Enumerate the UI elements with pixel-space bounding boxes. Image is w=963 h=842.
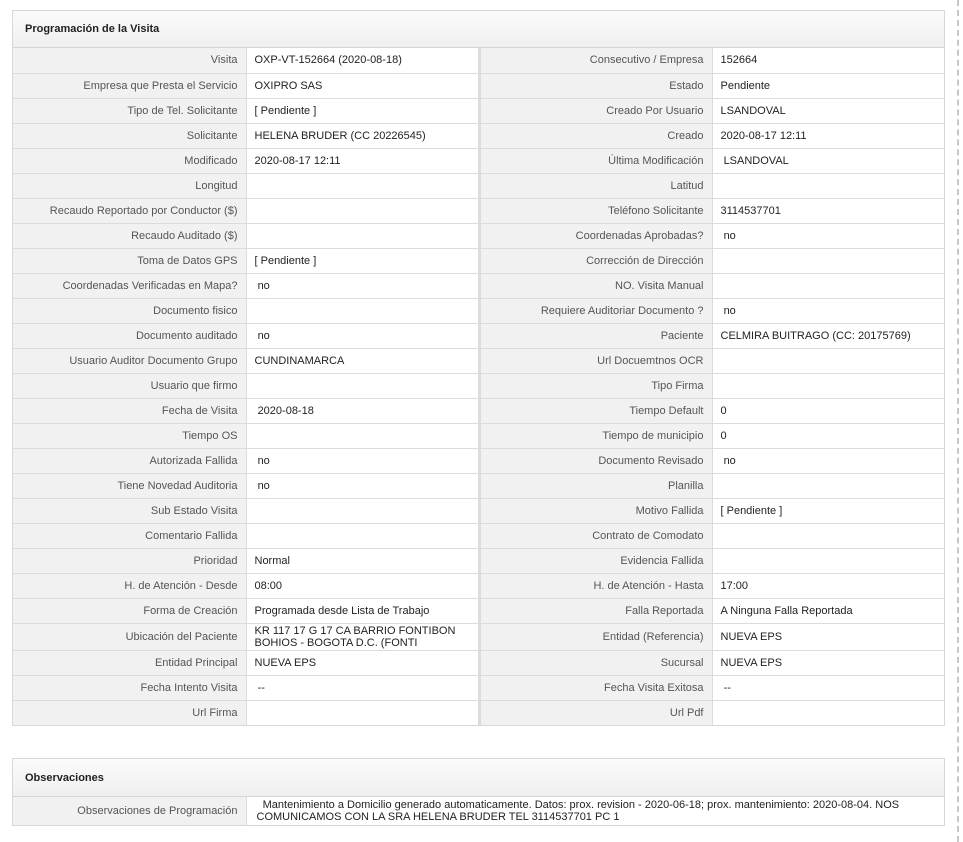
table-row — [13, 797, 944, 825]
table-row — [13, 148, 944, 173]
field-value — [246, 423, 479, 448]
table-row — [13, 448, 944, 473]
field-value: no — [246, 273, 479, 298]
field-value: no — [712, 298, 944, 323]
observaciones-programacion-value: Mantenimiento a Domicilio generado automaticamente. Datos: prox. revision - 2020-06-18; prox. mantenimiento: 2020-08-04. NOS COMUNICAMOS CON LA SRA HELENA BRUDER TEL 3114537701 PC 1 — [246, 797, 944, 825]
field-value: LSANDOVAL — [712, 98, 944, 123]
field-label: Documento fisico — [13, 298, 246, 323]
observaciones-panel-title: Observaciones — [13, 759, 944, 797]
field-label: Fecha Visita Exitosa — [479, 675, 712, 700]
field-label: Empresa que Presta el Servicio — [13, 73, 246, 98]
field-label: Sucursal — [479, 650, 712, 675]
field-value: no — [246, 448, 479, 473]
field-value — [712, 700, 944, 725]
field-label: Latitud — [479, 173, 712, 198]
field-label: Documento auditado — [13, 323, 246, 348]
field-label: Comentario Fallida — [13, 523, 246, 548]
field-label: Documento Revisado — [479, 448, 712, 473]
field-value: LSANDOVAL — [712, 148, 944, 173]
field-label: Tiempo Default — [479, 398, 712, 423]
field-label: Requiere Auditoriar Documento ? — [479, 298, 712, 323]
field-label: Tiempo OS — [13, 423, 246, 448]
field-label: Fecha Intento Visita — [13, 675, 246, 700]
field-label: Prioridad — [13, 548, 246, 573]
field-label: Url Pdf — [479, 700, 712, 725]
field-label: Tipo Firma — [479, 373, 712, 398]
field-label: Tipo de Tel. Solicitante — [13, 98, 246, 123]
field-value: CELMIRA BUITRAGO (CC: 20175769) — [712, 323, 944, 348]
field-label: Autorizada Fallida — [13, 448, 246, 473]
field-label: Creado Por Usuario — [479, 98, 712, 123]
table-row — [13, 598, 944, 623]
field-value: 08:00 — [246, 573, 479, 598]
field-label: Motivo Fallida — [479, 498, 712, 523]
field-label: Recaudo Auditado ($) — [13, 223, 246, 248]
field-label: Creado — [479, 123, 712, 148]
field-value — [712, 348, 944, 373]
field-value: 0 — [712, 398, 944, 423]
table-row — [13, 650, 944, 675]
field-value — [712, 373, 944, 398]
field-label: Paciente — [479, 323, 712, 348]
field-label: Contrato de Comodato — [479, 523, 712, 548]
field-label: Consecutivo / Empresa — [479, 48, 712, 73]
table-row — [13, 323, 944, 348]
field-value — [246, 173, 479, 198]
field-value: HELENA BRUDER (CC 20226545) — [246, 123, 479, 148]
table-row — [13, 398, 944, 423]
field-label: NO. Visita Manual — [479, 273, 712, 298]
field-value — [246, 498, 479, 523]
field-label: Solicitante — [13, 123, 246, 148]
field-label: Forma de Creación — [13, 598, 246, 623]
field-label: Estado — [479, 73, 712, 98]
field-value: Pendiente — [712, 73, 944, 98]
field-label: Falla Reportada — [479, 598, 712, 623]
programacion-details-table — [13, 48, 944, 725]
table-row — [13, 223, 944, 248]
field-value: KR 117 17 G 17 CA BARRIO FONTIBON BOHIOS - BOGOTA D.C. (FONTI — [246, 623, 479, 650]
field-value — [712, 173, 944, 198]
observaciones-panel — [12, 758, 945, 826]
table-row — [13, 700, 944, 725]
programacion-panel-title: Programación de la Visita — [13, 11, 944, 48]
field-value: 2020-08-17 12:11 — [246, 148, 479, 173]
table-row — [13, 548, 944, 573]
field-label: Coordenadas Aprobadas? — [479, 223, 712, 248]
table-row — [13, 573, 944, 598]
field-label: Usuario que firmo — [13, 373, 246, 398]
observaciones-table — [13, 797, 944, 825]
table-row — [13, 48, 944, 73]
field-label: Ubicación del Paciente — [13, 623, 246, 650]
table-row — [13, 98, 944, 123]
page-right-dashed-border — [957, 0, 959, 842]
field-value: CUNDINAMARCA — [246, 348, 479, 373]
table-row — [13, 473, 944, 498]
field-value: 2020-08-18 — [246, 398, 479, 423]
table-row — [13, 298, 944, 323]
field-value — [246, 700, 479, 725]
table-row — [13, 498, 944, 523]
field-label: Url Firma — [13, 700, 246, 725]
field-value — [246, 523, 479, 548]
field-value: -- — [712, 675, 944, 700]
field-value — [246, 298, 479, 323]
field-value: no — [246, 323, 479, 348]
field-label: Tiempo de municipio — [479, 423, 712, 448]
field-value — [246, 223, 479, 248]
table-row — [13, 198, 944, 223]
field-label: Usuario Auditor Documento Grupo — [13, 348, 246, 373]
field-value: NUEVA EPS — [712, 623, 944, 650]
table-row — [13, 123, 944, 148]
field-value: NUEVA EPS — [712, 650, 944, 675]
field-value: 152664 — [712, 48, 944, 73]
table-row — [13, 523, 944, 548]
table-row — [13, 73, 944, 98]
table-row — [13, 173, 944, 198]
field-value: 17:00 — [712, 573, 944, 598]
field-value — [712, 548, 944, 573]
field-value: 3114537701 — [712, 198, 944, 223]
field-value: no — [712, 223, 944, 248]
field-label: Evidencia Fallida — [479, 548, 712, 573]
field-label: Planilla — [479, 473, 712, 498]
field-label: Coordenadas Verificadas en Mapa? — [13, 273, 246, 298]
field-label: Fecha de Visita — [13, 398, 246, 423]
field-value: [ Pendiente ] — [712, 498, 944, 523]
field-value — [712, 523, 944, 548]
field-label: Recaudo Reportado por Conductor ($) — [13, 198, 246, 223]
table-row — [13, 623, 944, 650]
field-label: Tiene Novedad Auditoria — [13, 473, 246, 498]
field-value: no — [246, 473, 479, 498]
field-label: H. de Atención - Hasta — [479, 573, 712, 598]
field-value: A Ninguna Falla Reportada — [712, 598, 944, 623]
table-row — [13, 373, 944, 398]
programacion-panel — [12, 10, 945, 726]
table-row — [13, 348, 944, 373]
field-label: Teléfono Solicitante — [479, 198, 712, 223]
field-label: Última Modificación — [479, 148, 712, 173]
field-value: Normal — [246, 548, 479, 573]
field-value: no — [712, 448, 944, 473]
field-value — [246, 373, 479, 398]
table-row — [13, 273, 944, 298]
field-value — [246, 198, 479, 223]
field-value — [712, 248, 944, 273]
field-value: OXP-VT-152664 (2020-08-18) — [246, 48, 479, 73]
observaciones-programacion-label: Observaciones de Programación — [13, 797, 246, 825]
field-label: Url Docuemtnos OCR — [479, 348, 712, 373]
field-value: -- — [246, 675, 479, 700]
field-value — [712, 273, 944, 298]
table-row — [13, 423, 944, 448]
field-value: [ Pendiente ] — [246, 248, 479, 273]
field-value: 0 — [712, 423, 944, 448]
field-label: Visita — [13, 48, 246, 73]
field-label: Longitud — [13, 173, 246, 198]
field-value: [ Pendiente ] — [246, 98, 479, 123]
field-label: H. de Atención - Desde — [13, 573, 246, 598]
field-value: 2020-08-17 12:11 — [712, 123, 944, 148]
field-value: Programada desde Lista de Trabajo — [246, 598, 479, 623]
table-row — [13, 248, 944, 273]
field-value: OXIPRO SAS — [246, 73, 479, 98]
field-label: Entidad (Referencia) — [479, 623, 712, 650]
field-value: NUEVA EPS — [246, 650, 479, 675]
field-label: Entidad Principal — [13, 650, 246, 675]
field-label: Modificado — [13, 148, 246, 173]
table-row — [13, 675, 944, 700]
field-label: Corrección de Dirección — [479, 248, 712, 273]
field-label: Toma de Datos GPS — [13, 248, 246, 273]
field-label: Sub Estado Visita — [13, 498, 246, 523]
field-value — [712, 473, 944, 498]
